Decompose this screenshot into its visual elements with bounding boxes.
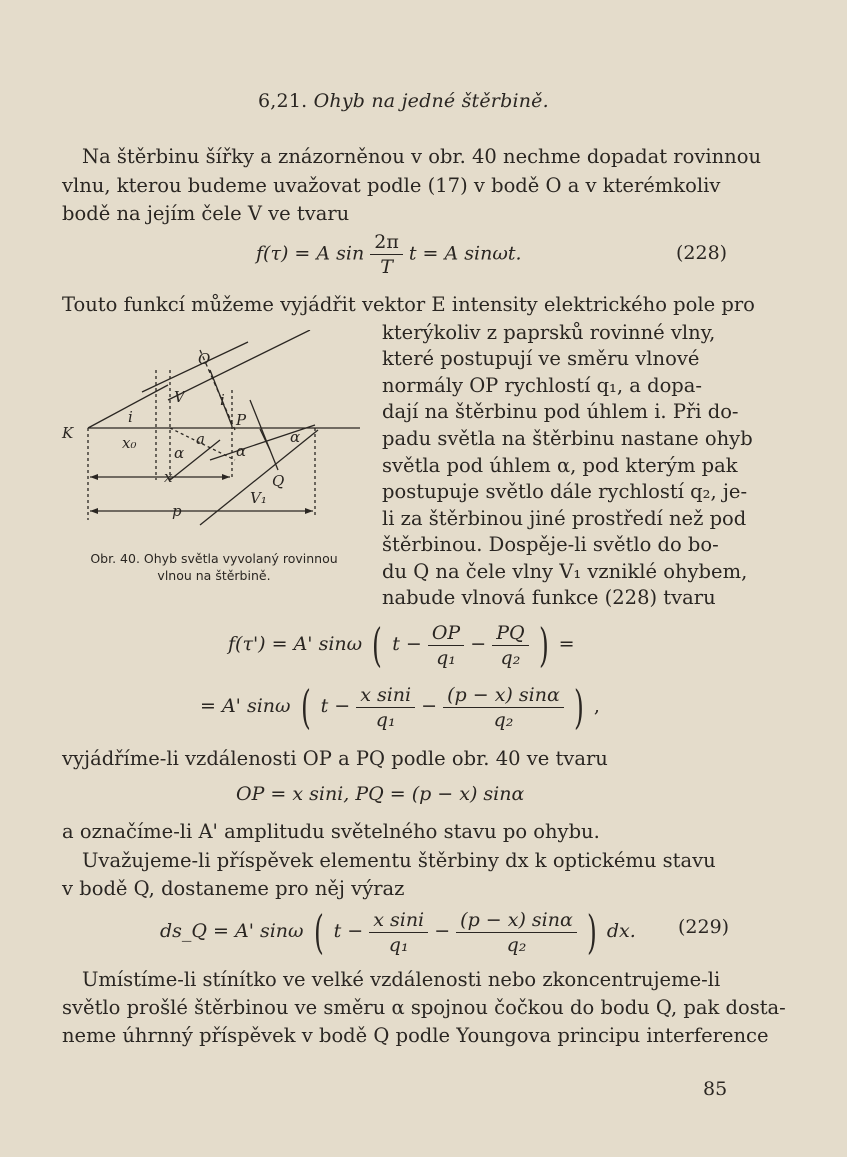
ray-short-line	[260, 429, 270, 450]
para2-line4: dají na štěrbinu pod úhlem i. Při do-	[382, 400, 739, 423]
eqft1-lparen: (	[372, 618, 383, 672]
eq229-lparen: (	[313, 905, 324, 959]
eq229-minus: −	[434, 920, 451, 942]
eqft2-n1: x sini	[356, 683, 415, 708]
x-arrow-right-icon	[222, 474, 230, 480]
eqft2-rparen: )	[573, 680, 584, 734]
eq228-lhs: f(τ) = A sin	[256, 242, 365, 265]
para6-line1: Umístíme-li stínítko ve velké vzdálenosti nebo zkoncentrujeme-li	[82, 968, 721, 991]
figure-caption	[64, 550, 364, 584]
caption-line2: vlnou na štěrbině.	[157, 568, 271, 583]
para2-line6: světla pod úhlem α, pod kterým pak	[382, 454, 738, 477]
eqft1-frac1	[428, 621, 464, 670]
para4: a označíme-li A' amplitudu světelného stavu po ohybu.	[62, 820, 600, 843]
label-a: a	[196, 430, 205, 448]
label-p-dim: p	[172, 502, 182, 520]
label-x0: x₀	[122, 434, 137, 452]
section-number: 6,21.	[258, 90, 308, 112]
para3: vyjádříme-li vzdálenosti OP a PQ podle obr. 40 ve tvaru	[62, 747, 608, 770]
para2-line1: kterýkoliv z paprsků rovinné vlny,	[382, 321, 716, 344]
equation-ft-line1	[228, 618, 575, 672]
eq229-t: t −	[333, 920, 364, 942]
eqft2-minus: −	[421, 695, 438, 717]
para1-line1: Na štěrbinu šířky a znázorněnou v obr. 40 nechme dopadat rovinnou	[82, 145, 762, 168]
para5-line1: Uvažujeme-li příspěvek elementu štěrbiny dx k optickému stavu	[82, 849, 716, 872]
page-number: 85	[703, 1078, 728, 1100]
para5-line2: v bodě Q, dostaneme pro něj výraz	[62, 877, 405, 900]
eqft2-t: t −	[320, 695, 351, 717]
eqft1-n2: PQ	[492, 621, 528, 646]
eqft1-rparen: )	[538, 618, 549, 672]
label-o: O	[198, 350, 211, 368]
eqft2-n2: (p − x) sinα	[443, 683, 564, 708]
para1-line3: bodě na jejím čele V ve tvaru	[62, 202, 350, 225]
label-k: K	[62, 424, 74, 442]
eqft1-d2: q₂	[500, 646, 521, 669]
para2-line10: du Q na čele vlny V₁ vzniklé ohybem,	[382, 560, 748, 583]
equation-op-pq: OP = x sini, PQ = (p − x) sinα	[236, 783, 525, 805]
caption-line1: Obr. 40. Ohyb světla vyvolaný rovinnou	[90, 551, 338, 566]
eqft1-d1: q₁	[436, 646, 456, 669]
label-p-point: P	[236, 411, 247, 429]
label-x: x	[164, 468, 173, 486]
eq229-lhs: ds_Q = A' sinω	[160, 920, 304, 942]
label-alpha3: α	[290, 428, 301, 446]
label-q: Q	[272, 472, 285, 490]
eqft1-lhs: f(τ') = A' sinω	[228, 633, 363, 655]
eqft2-end: ,	[593, 695, 600, 717]
wavefront-v-top-line	[168, 330, 310, 400]
label-alpha1: α	[174, 444, 185, 462]
eqft1-minus: −	[470, 633, 487, 655]
label-v: V	[174, 388, 185, 406]
eq228-den: T	[380, 256, 393, 278]
para1-line2: vlnu, kterou budeme uvažovat podle (17) v bodě O a v kterémkoliv	[62, 174, 721, 197]
eqft2-lparen: (	[300, 680, 311, 734]
equation-229	[160, 905, 636, 959]
eq229-label: (229)	[678, 916, 730, 938]
para6-line3: neme úhrnný příspěvek v bodě Q podle Youngova principu interference	[62, 1024, 769, 1047]
eq229-d2: q₂	[506, 933, 527, 956]
eqft2-frac1	[356, 683, 415, 732]
para2-line8: li za štěrbinou jiné prostředí než pod	[382, 507, 747, 530]
para2-line2: které postupují ve směru vlnové	[382, 347, 700, 370]
para6-line2: světlo prošlé štěrbinou ve směru α spojnou čočkou do bodu Q, pak dosta-	[62, 996, 786, 1019]
eq229-frac1	[369, 908, 428, 957]
p-arrow-right-icon	[305, 508, 313, 514]
para2-line11: nabude vlnová funkce (228) tvaru	[382, 586, 716, 609]
equation-228	[256, 230, 522, 279]
eqft2-frac2	[443, 683, 564, 732]
eq228-fraction	[370, 230, 403, 279]
equation-ft-line2	[200, 680, 600, 734]
p-arrow-left-icon	[90, 508, 98, 514]
label-i1: i	[128, 408, 133, 426]
para2-first: Touto funkcí můžeme vyjádřit vektor E intensity elektrického pole pro	[62, 293, 755, 316]
eq229-d1: q₁	[388, 933, 409, 956]
x-arrow-left-icon	[90, 474, 98, 480]
eqft1-n1: OP	[428, 621, 464, 646]
eq229-n1: x sini	[369, 908, 428, 933]
eq229-frac2	[456, 908, 577, 957]
para2-line7: postupuje světlo dále rychlostí q₂, je-	[382, 480, 748, 503]
eq228-rhs: t = A sinωt.	[408, 242, 522, 265]
eq229-rparen: )	[586, 905, 597, 959]
eqft2-d2: q₂	[493, 708, 514, 731]
eq228-label: (228)	[676, 242, 728, 264]
eqft1-end: =	[558, 633, 575, 655]
para2-line3: normály OP rychlostí q₁, a dopa-	[382, 374, 703, 397]
label-alpha2: α	[236, 442, 247, 460]
label-i2: i	[220, 391, 225, 409]
eqft1-t: t −	[392, 633, 422, 655]
eqft1-frac2	[492, 621, 528, 670]
ray-q-line	[250, 400, 278, 470]
wavefront-v-line	[142, 342, 248, 392]
eq229-end: dx.	[606, 920, 636, 942]
para2-line9: štěrbinou. Dospěje-li světlo do bo-	[382, 533, 719, 556]
eq229-n2: (p − x) sinα	[456, 908, 577, 933]
section-title: Ohyb na jedné štěrbině.	[313, 90, 549, 112]
eqft2-d1: q₁	[375, 708, 396, 731]
section-header	[258, 90, 549, 112]
eqft2-lhs: = A' sinω	[200, 695, 291, 717]
label-v1: V₁	[250, 489, 267, 507]
eq228-num: 2π	[370, 230, 403, 255]
para2-line5: padu světla na štěrbinu nastane ohyb	[382, 427, 753, 450]
figure-40-diagram	[60, 330, 370, 545]
